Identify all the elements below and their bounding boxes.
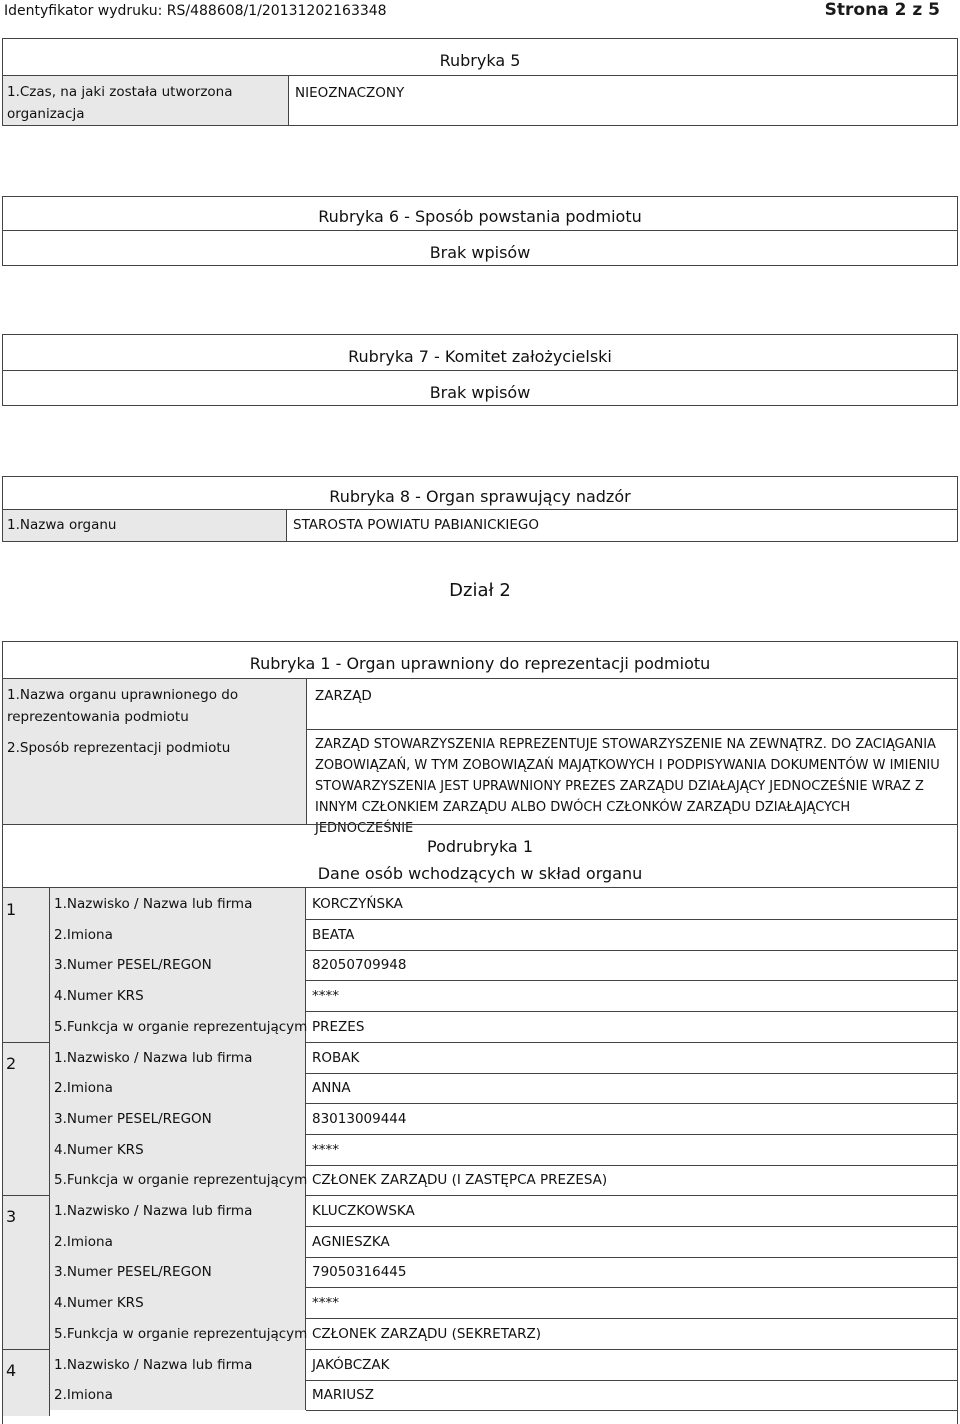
rubryka-5-title: Rubryka 5 bbox=[439, 51, 521, 70]
field-value-pesel: 82050709948 bbox=[312, 957, 407, 973]
field-label-first: 2.Imiona bbox=[54, 927, 113, 943]
rubryka-5-section bbox=[2, 38, 958, 126]
field-value-func: CZŁONEK ZARZĄDU (SEKRETARZ) bbox=[312, 1326, 542, 1342]
field-value-name: KLUCZKOWSKA bbox=[312, 1203, 415, 1219]
field-value-name: KORCZYŃSKA bbox=[312, 896, 403, 912]
field-label-func: 5.Funkcja w organie reprezentującym bbox=[54, 1019, 308, 1035]
dzial2-rubryka-1-section bbox=[2, 641, 958, 836]
field-label-pesel: 3.Numer PESEL/REGON bbox=[54, 1264, 212, 1280]
field-value-krs: **** bbox=[312, 1295, 339, 1311]
rubryka-8-title: Rubryka 8 - Organ sprawujący nadzór bbox=[329, 487, 631, 506]
field-value-func: CZŁONEK ZARZĄDU (I ZASTĘPCA PREZESA) bbox=[312, 1172, 608, 1188]
rubryka-8-section bbox=[2, 476, 958, 542]
organ-name-label: 1.Nazwa organu uprawnionego do reprezentowania podmiotu bbox=[7, 687, 239, 725]
field-label-name: 1.Nazwisko / Nazwa lub firma bbox=[54, 1357, 253, 1373]
rubryka-8-value: STAROSTA POWIATU PABIANICKIEGO bbox=[293, 517, 539, 533]
rubryka-7-value: Brak wpisów bbox=[429, 383, 531, 402]
rubryka-7-section bbox=[2, 334, 958, 406]
person-number-column bbox=[2, 887, 50, 1416]
field-label-pesel: 3.Numer PESEL/REGON bbox=[54, 1111, 212, 1127]
page-number: Strona 2 z 5 bbox=[824, 0, 940, 20]
field-value-first: AGNIESZKA bbox=[312, 1234, 390, 1250]
field-label-first: 2.Imiona bbox=[54, 1387, 113, 1403]
field-label-name: 1.Nazwisko / Nazwa lub firma bbox=[54, 1203, 253, 1219]
rubryka-8-label-cell bbox=[3, 509, 287, 541]
representation-label: 2.Sposób reprezentacji podmiotu bbox=[7, 740, 231, 756]
field-value-first: MARIUSZ bbox=[312, 1387, 374, 1403]
representation-value-cell bbox=[307, 730, 957, 836]
rubryka-8-label: 1.Nazwa organu bbox=[7, 517, 117, 533]
rubryka-5-value-cell bbox=[289, 75, 957, 125]
rubryka-7-title: Rubryka 7 - Komitet założycielski bbox=[348, 347, 612, 366]
field-label-krs: 4.Numer KRS bbox=[54, 1142, 144, 1158]
organ-name-value: ZARZĄD bbox=[315, 688, 372, 704]
organ-name-label-cell bbox=[3, 678, 307, 824]
organ-name-value-cell bbox=[307, 678, 957, 730]
podrubryka-title: Podrubryka 1 bbox=[427, 837, 533, 856]
person-number: 4 bbox=[6, 1360, 17, 1380]
field-label-first: 2.Imiona bbox=[54, 1080, 113, 1096]
rubryka-6-title: Rubryka 6 - Sposób powstania podmiotu bbox=[318, 207, 642, 226]
rubryka-5-label-cell bbox=[3, 75, 289, 125]
person-number: 3 bbox=[6, 1207, 17, 1226]
field-value-first: BEATA bbox=[312, 927, 355, 943]
field-value-name: ROBAK bbox=[312, 1050, 360, 1066]
field-value-name: JAKÓBCZAK bbox=[312, 1357, 390, 1373]
field-label-krs: 4.Numer KRS bbox=[54, 1295, 144, 1311]
rubryka-6-value: Brak wpisów bbox=[429, 243, 531, 262]
rubryka-5-label: 1.Czas, na jaki została utworzona organizacja bbox=[7, 84, 233, 122]
section-heading: Dział 2 bbox=[449, 580, 511, 601]
rubryka-5-value: NIEOZNACZONY bbox=[295, 85, 405, 101]
podrubryka-subtitle: Dane osób wchodzących w skład organu bbox=[317, 864, 643, 883]
field-value-krs: **** bbox=[312, 988, 339, 1004]
field-label-pesel: 3.Numer PESEL/REGON bbox=[54, 957, 212, 973]
rubryka-8-value-cell bbox=[287, 509, 957, 541]
person-number: 1 bbox=[6, 900, 17, 919]
dzial2-rubryka-1-title: Rubryka 1 - Organ uprawniony do reprezentacji podmiotu bbox=[249, 654, 711, 673]
field-label-name: 1.Nazwisko / Nazwa lub firma bbox=[54, 896, 253, 912]
field-value-func: PREZES bbox=[312, 1019, 365, 1035]
field-value-krs: **** bbox=[312, 1142, 339, 1158]
rubryka-6-section bbox=[2, 196, 958, 266]
field-label-krs: 4.Numer KRS bbox=[54, 988, 144, 1004]
representation-value: ZARZĄD STOWARZYSZENIA REPREZENTUJE STOWARZYSZENIE NA ZEWNĄTRZ. DO ZACIĄGANIA ZOBOWIĄZAŃ, W TYM ZOBOWIĄZAŃ MAJĄTKOWYCH I PODPISYWANIA DOKUMENTÓW W IMIENIU STOWARZYSZENIA JEST UPRAWNIONY PREZES ZARZĄDU DZIAŁAJĄCY JEDNOCZEŚNIE WRAZ Z INNYM CZŁONKIEM ZARZĄDU ALBO DWÓCH CZŁONKÓW ZARZĄDU DZIAŁAJĄCYCH JEDNOCZEŚNIE bbox=[315, 737, 940, 836]
field-value-pesel: 79050316445 bbox=[312, 1264, 407, 1280]
field-label-func: 5.Funkcja w organie reprezentującym bbox=[54, 1326, 308, 1342]
field-label-first: 2.Imiona bbox=[54, 1234, 113, 1250]
field-value-first: ANNA bbox=[312, 1080, 351, 1096]
print-identifier: Identyfikator wydruku: RS/488608/1/20131202163348 bbox=[4, 3, 387, 19]
field-value-pesel: 83013009444 bbox=[312, 1111, 407, 1127]
field-label-func: 5.Funkcja w organie reprezentującym bbox=[54, 1172, 308, 1188]
field-label-name: 1.Nazwisko / Nazwa lub firma bbox=[54, 1050, 253, 1066]
person-number: 2 bbox=[6, 1053, 17, 1073]
